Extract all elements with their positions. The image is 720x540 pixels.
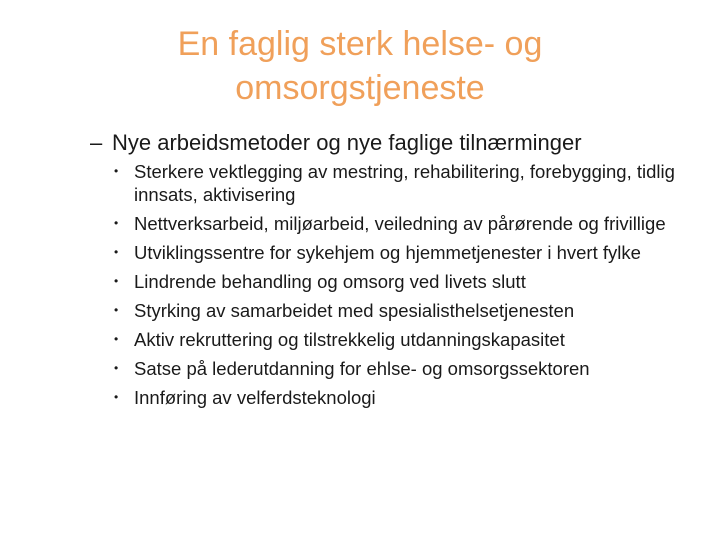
bullet-item — [114, 386, 714, 409]
bullet-text: Nettverksarbeid, miljøarbeid, veiledning av pårørende og frivillige — [134, 213, 666, 234]
bullet-icon: • — [114, 245, 119, 259]
bullet-icon: • — [114, 274, 119, 288]
bullet-icon: • — [114, 216, 119, 230]
slide-title-line-1: En faglig sterk helse- og — [177, 25, 543, 63]
bullet-list — [114, 160, 714, 415]
slide-title — [120, 22, 600, 110]
dash-marker: – — [90, 130, 103, 155]
bullet-text: Aktiv rekruttering og tilstrekkelig utdanningskapasitet — [134, 329, 565, 350]
bullet-icon: • — [114, 303, 119, 317]
bullet-item — [114, 299, 714, 322]
level1-text: Nye arbeidsmetoder og nye faglige tilnærminger — [112, 130, 582, 155]
bullet-item — [114, 357, 714, 380]
bullet-text: Utviklingssentre for sykehjem og hjemmetjenester i hvert fylke — [134, 242, 641, 263]
bullet-icon: • — [114, 332, 119, 346]
bullet-item — [114, 212, 714, 235]
bullet-icon: • — [114, 164, 119, 178]
bullet-item — [114, 270, 714, 293]
bullet-icon: • — [114, 390, 119, 404]
bullet-item — [114, 241, 714, 264]
bullet-item — [114, 160, 714, 206]
bullet-text: Innføring av velferdsteknologi — [134, 387, 376, 408]
bullet-text: Styrking av samarbeidet med spesialisthelsetjenesten — [134, 300, 575, 321]
bullet-text: Satse på lederutdanning for ehlse- og omsorgssektoren — [134, 358, 590, 379]
level1-item — [90, 128, 700, 158]
bullet-item — [114, 328, 714, 351]
bullet-text: Sterkere vektlegging av mestring, rehabilitering, forebygging, tidlig innsats, aktivisering — [134, 161, 675, 205]
bullet-icon: • — [114, 361, 119, 375]
slide-title-line-2: omsorgstjeneste — [235, 69, 485, 107]
bullet-text: Lindrende behandling og omsorg ved livets slutt — [134, 271, 526, 292]
